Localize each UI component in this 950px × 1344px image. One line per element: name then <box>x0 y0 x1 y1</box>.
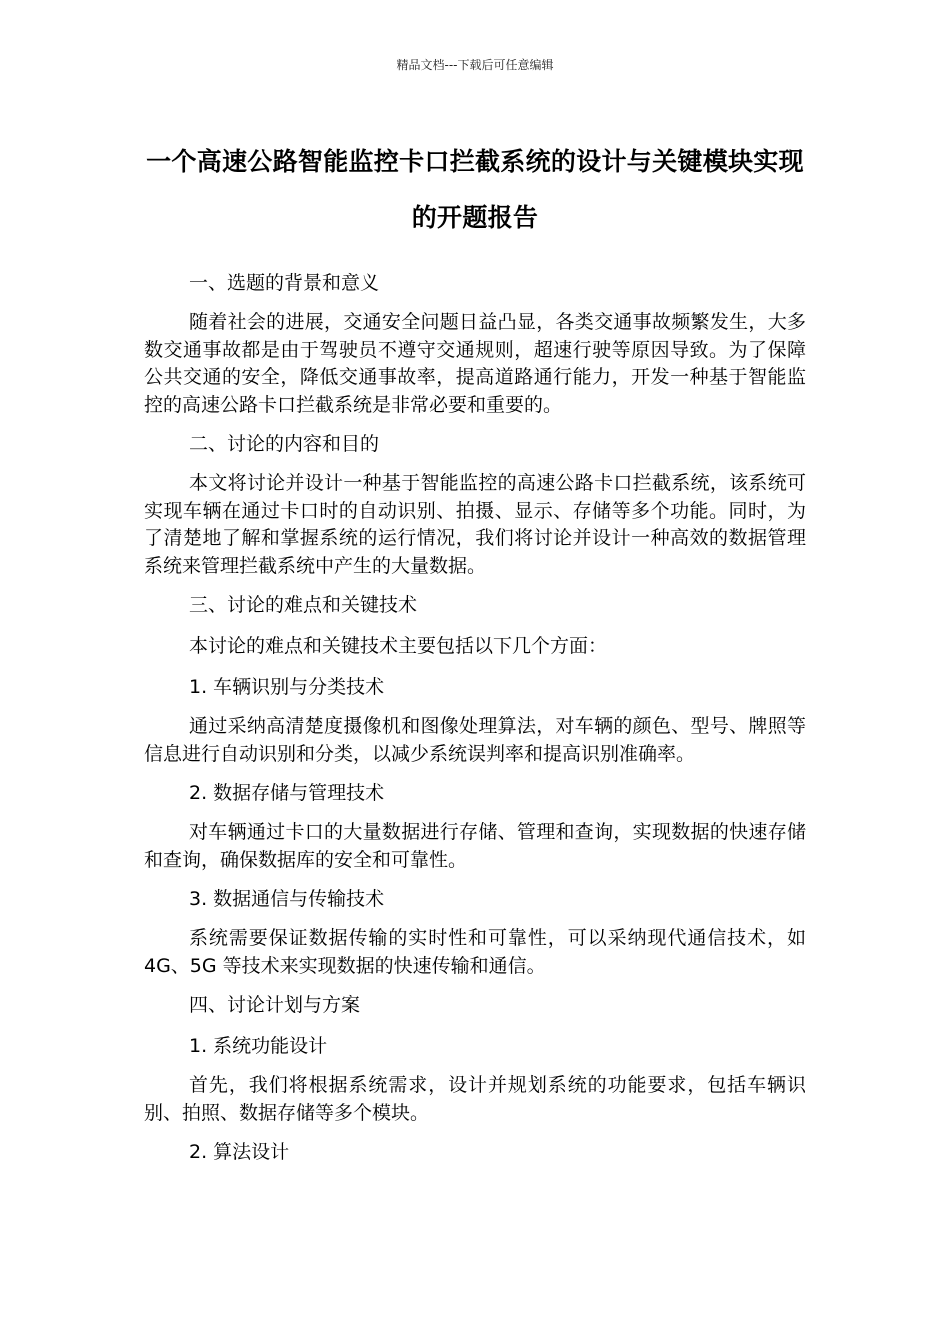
paragraph-system-function-design: 首先，我们将根据系统需求，设计并规划系统的功能要求，包括车辆识别、拍照、数据存储等多个模块。 <box>144 1074 806 1124</box>
section-heading-key-technologies: 三、讨论的难点和关键技术 <box>189 594 418 616</box>
header-note: 精品文档---下载后可任意编辑 <box>396 58 554 72</box>
paragraph-content-purpose: 本文将讨论并设计一种基于智能监控的高速公路卡口拦截系统，该系统可实现车辆在通过卡口时的自动识别、拍摄、显示、存储等多个功能。同时，为了清楚地了解和掌握系统的运行情况，我们将讨论并设计一种高效的数据管理系统来管理拦截系统中产生的大量数据。 <box>144 472 806 577</box>
document-title: 一个高速公路智能监控卡口拦截系统的设计与关键模块实现的开题报告 <box>146 147 804 232</box>
paragraph-background: 随着社会的进展，交通安全问题日益凸显，各类交通事故频繁发生，大多数交通事故都是由于驾驶员不遵守交通规则，超速行驶等原因导致。为了保障公共交通的安全，降低交通事故率，提高道路通行能力，开发一种基于智能监控的高速公路卡口拦截系统是非常必要和重要的。 <box>144 311 806 416</box>
subheading-algorithm-design: 2. 算法设计 <box>189 1141 290 1163</box>
paragraph-vehicle-recognition: 通过采纳高清楚度摄像机和图像处理算法，对车辆的颜色、型号、牌照等信息进行自动识别和分类，以减少系统误判率和提高识别准确率。 <box>144 715 806 765</box>
subheading-data-communication: 3. 数据通信与传输技术 <box>189 888 385 910</box>
paragraph-data-communication: 系统需要保证数据传输的实时性和可靠性，可以采纳现代通信技术，如 4G、5G 等技术来实现数据的快速传输和通信。 <box>144 927 806 977</box>
subheading-vehicle-recognition: 1. 车辆识别与分类技术 <box>189 676 385 698</box>
document-body <box>144 268 806 1178</box>
paragraph-data-storage: 对车辆通过卡口的大量数据进行存储、管理和查询，实现数据的快速存储和查询，确保数据库的安全和可靠性。 <box>144 821 806 871</box>
section-heading-background: 一、选题的背景和意义 <box>189 272 380 294</box>
section-heading-content-purpose: 二、讨论的内容和目的 <box>189 433 380 455</box>
paragraph-key-technologies-intro: 本讨论的难点和关键技术主要包括以下几个方面： <box>189 635 608 657</box>
subheading-system-function-design: 1. 系统功能设计 <box>189 1035 328 1057</box>
subheading-data-storage: 2. 数据存储与管理技术 <box>189 782 385 804</box>
section-heading-plan: 四、讨论计划与方案 <box>189 994 361 1016</box>
